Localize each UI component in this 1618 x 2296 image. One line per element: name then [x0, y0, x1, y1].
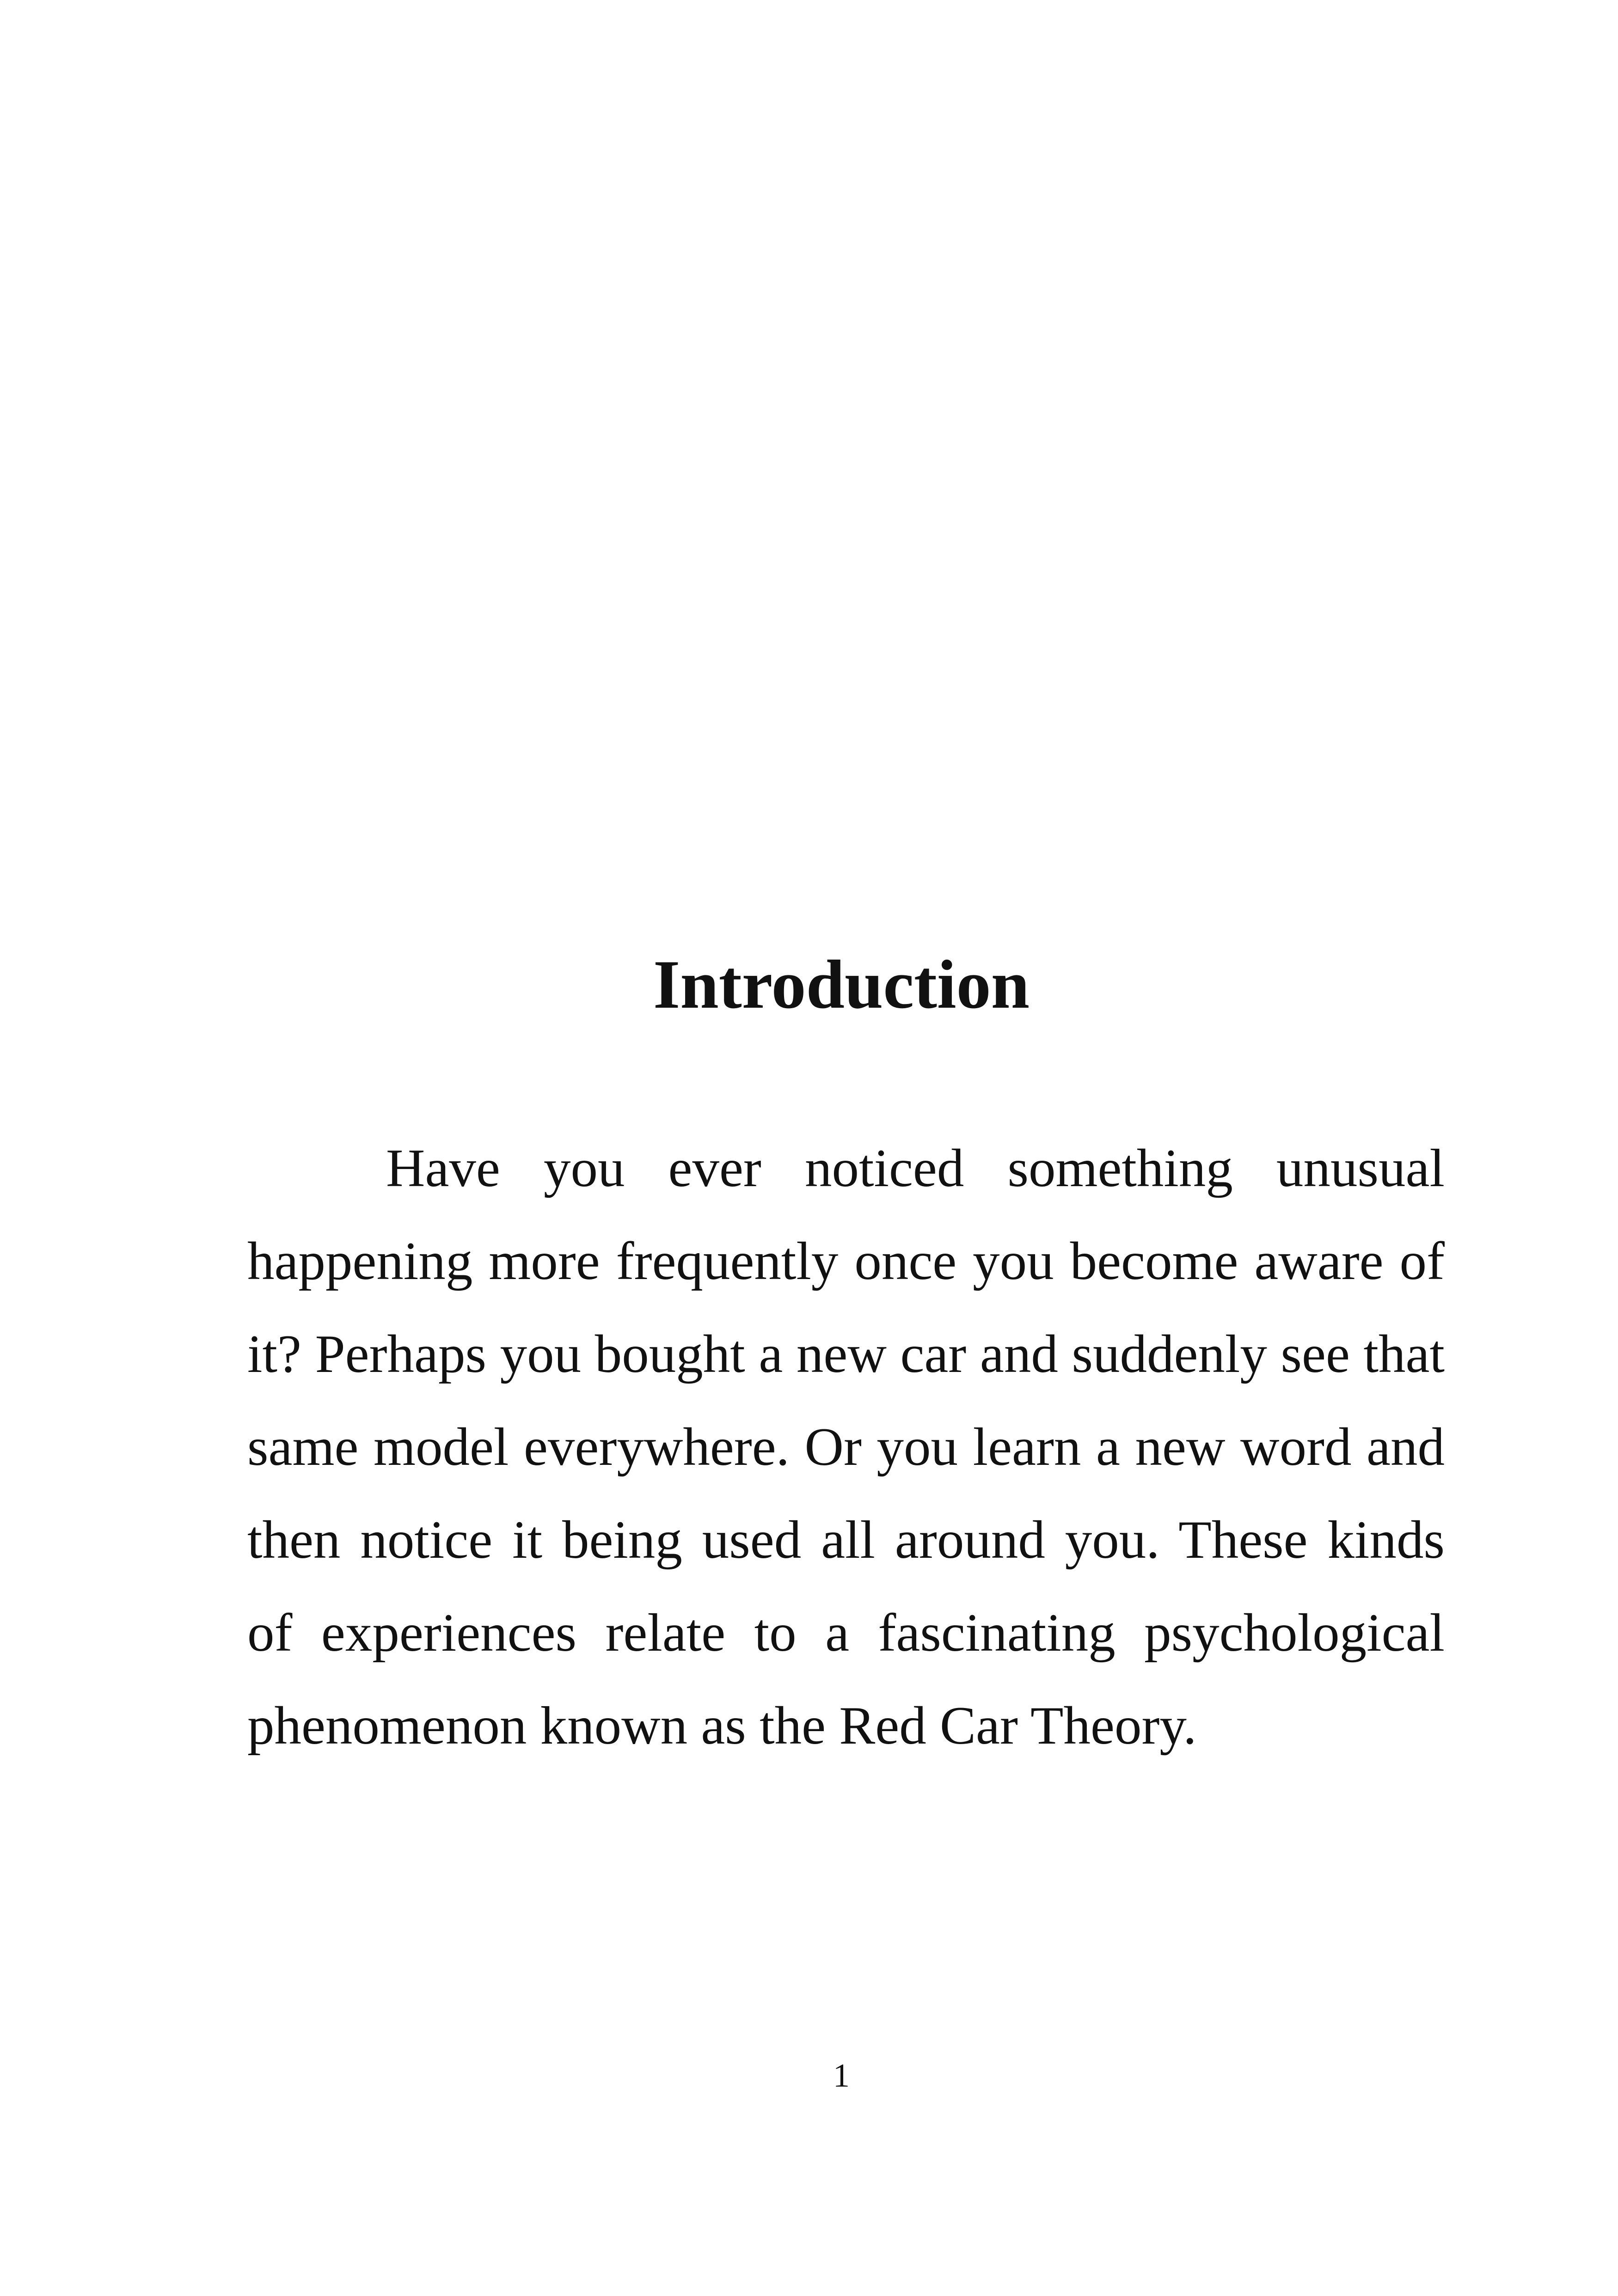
page-title: Introduction: [653, 946, 1030, 1023]
intro-paragraph: Have you ever noticed something unusual happening more frequently once you become aware of it? Perhaps you bought a new car and suddenly see that same model everywhere. Or you learn a new word and then notice it being used all around you. These kinds of experiences relate to a fascinating psychological phenomenon known as the Red Car Theory.: [247, 1139, 1445, 1756]
page-number: 1: [833, 2057, 850, 2094]
